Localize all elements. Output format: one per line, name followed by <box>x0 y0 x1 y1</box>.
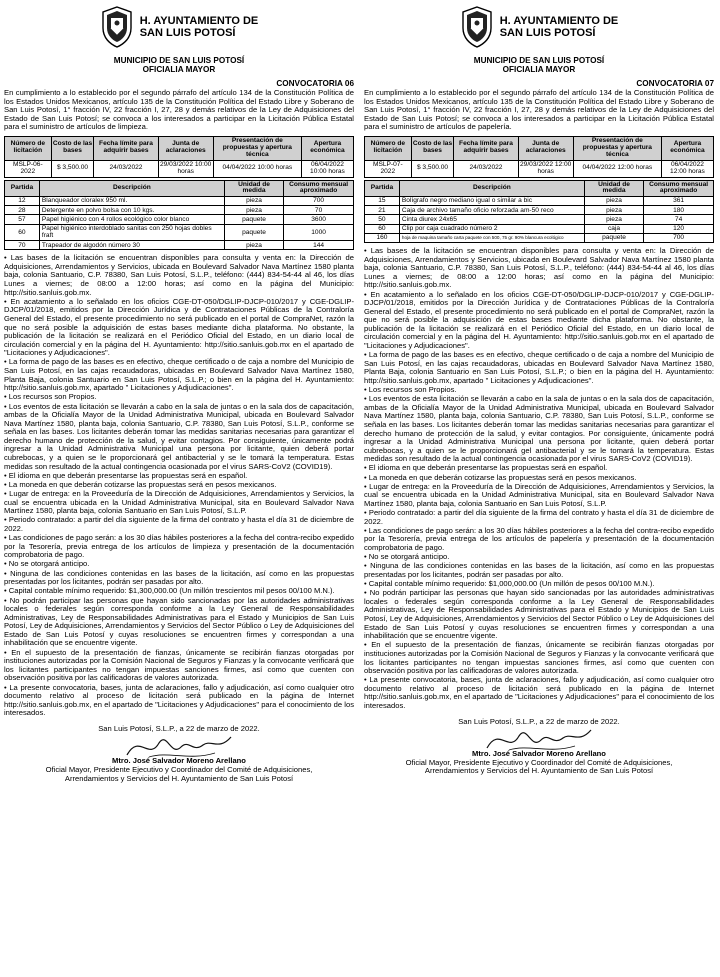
items-header: Partida <box>365 180 400 196</box>
signature-icon <box>479 720 599 758</box>
list-item: • Las condiciones de pago serán: a los 30 días hábiles posteriores a la fecha del contra-recibo expedido por la Tesorería, previa entrega de los artículos de papelería y presentación de la documentación comprobatoria de pago. <box>364 525 714 553</box>
item-consumption: 74 <box>644 215 714 224</box>
item-unit: pieza <box>584 215 643 224</box>
list-item: • La forma de pago de las bases es en efectivo, cheque certificado o de caja a nombre del Municipio de San Luis Potosí, en las cajas recaudadoras, ubicadas en Boulevard Salvador Nava Martínez 1580, Planta Baja, colonia Santuario en San Luis Potosí, S.L.P.; o bien en la página del H. Ayuntamiento: http://sitio.sanluis.gob.mx, apartado " Licitaciones y Adjudicaciones". <box>4 357 354 393</box>
table-row <box>365 196 714 205</box>
item-unit: paquete <box>224 215 283 224</box>
table-row <box>365 224 714 233</box>
list-item: • Periodo contratado: a partir del día siguiente de la firma del contrato y hasta el día 31 de diciembre de 2022. <box>364 508 714 526</box>
summary-cell: MSLP-07-2022 <box>365 160 412 177</box>
summary-header: Fecha límite para adquirir bases <box>94 137 158 161</box>
list-item: • Ninguna de las condiciones contenidas en las bases de la licitación, así como en las propuestas presentadas por los licitantes, podrán ser pasadas por alto. <box>4 568 354 587</box>
municipality: MUNICIPIO DE SAN LUIS POTOSÍ <box>113 56 245 65</box>
item-partida: 160 <box>365 233 400 242</box>
summary-header: Junta de aclaraciones <box>158 137 213 161</box>
place-date: San Luis Potosí, S.L.P., a 22 de marzo de 2022. <box>458 716 620 726</box>
item-consumption: 180 <box>644 206 714 215</box>
item-description: Cinta diurex 24x65 <box>399 215 584 224</box>
item-unit: pieza <box>224 241 283 250</box>
list-item: • En el supuesto de la presentación de fianzas, únicamente se recibirán fianzas otorgadas por instituciones autorizadas por la Comisión Nacional de Seguros y Fianzas y la convocante verificará que los licitantes participantes no tengan impuestas sanciones firmes, así como que cuenten con observación positiva por las calificadoras de valores autorizada. <box>364 640 714 676</box>
org-line1: H. AYUNTAMIENTO DE <box>139 14 259 27</box>
list-item: • Los recursos son Propios. <box>364 385 457 395</box>
item-unit: pieza <box>224 206 283 215</box>
summary-header: Número de licitación <box>365 137 412 161</box>
list-item: • Capital contable mínimo requerido: $1,300,000.00 (Un millón trescientos mil pesos 00/100 M.N.). <box>4 586 335 596</box>
signer-name: Mtro. José Salvador Moreno Arellano <box>472 749 606 759</box>
item-consumption: 700 <box>644 233 714 242</box>
convocatoria-column-07 <box>364 0 714 977</box>
office: OFICIALIA MAYOR <box>142 65 216 75</box>
item-consumption: 361 <box>644 196 714 205</box>
item-partida: 60 <box>5 224 40 241</box>
signature-icon <box>119 727 239 765</box>
table-row <box>5 224 354 241</box>
list-item: • En el supuesto de la presentación de fianzas, únicamente se recibirán fianzas otorgadas por instituciones autorizadas por la Comisión Nacional de Seguros y Fianzas y la convocante verificará que los licitantes participantes no tengan impuestas sanciones firmes, así como que cuenten con observación positiva por las calificadoras de valores autorizada. <box>4 647 354 683</box>
summary-header: Número de licitación <box>5 137 52 161</box>
list-item: • Ninguna de las condiciones contenidas en las bases de la licitación, así como en las propuestas presentadas por los licitantes, podrán ser pasadas por alto. <box>364 561 714 579</box>
summary-table <box>4 136 354 178</box>
org-line1: H. AYUNTAMIENTO DE <box>499 14 619 27</box>
item-consumption: 3600 <box>284 215 354 224</box>
summary-cell: 04/04/2022 10:00 horas <box>213 160 301 177</box>
item-description: Papel higiénico interdoblado sanitas con 250 hojas dobles fraft <box>39 224 224 241</box>
list-item: • Lugar de entrega: en la Proveeduría de la Dirección de Adquisiciones, Arrendamientos y Servicios, la cual se encuentra ubicada en la Unidad Administrativa Municipal, sita en Boulevard Salvador Nava Martínez 1580, planta baja, colonia Santuario en San Luis Potosí, S.L.P. <box>364 481 714 508</box>
signature-block <box>4 741 354 799</box>
item-description: Clip por caja cuadrado número 2 <box>399 224 584 233</box>
summary-table <box>364 136 714 178</box>
list-item: • No se otorgará anticipo. <box>4 559 90 569</box>
convocatoria-number: CONVOCATORIA 07 <box>636 78 714 88</box>
convocatoria-column-06 <box>4 0 354 977</box>
list-item: • Periodo contratado: a partir del día siguiente de la firma del contrato y hasta el día 31 de diciembre de 2022. <box>4 515 354 533</box>
org-line2: SAN LUIS POTOSÍ <box>499 27 596 39</box>
summary-header: Apertura económica <box>301 137 353 161</box>
summary-cell: 04/04/2022 12:00 horas <box>573 160 661 177</box>
item-consumption: 700 <box>284 196 354 205</box>
header <box>364 2 714 52</box>
list-item: • La moneda en que deberán cotizarse las propuestas será en pesos mexicanos. <box>364 472 637 482</box>
summary-row <box>5 160 354 177</box>
summary-cell: 29/03/2022 12:00 horas <box>518 160 573 177</box>
list-item: • Las condiciones de pago serán: a los 30 días hábiles posteriores a la fecha del contra-recibo expedido por la Tesorería, previa entrega de los artículos de limpieza y presentación de la documentación comprobatoria de pago. <box>4 533 354 560</box>
item-partida: 57 <box>5 215 40 224</box>
items-header: Unidad de medida <box>224 180 283 196</box>
summary-header: Fecha límite para adquirir bases <box>454 137 518 161</box>
conditions-list <box>4 254 354 718</box>
item-description: Papel higiénico con 4 rollos ecológico color blanco <box>39 215 224 224</box>
summary-header: Costo de las bases <box>51 137 94 161</box>
summary-header: Presentación de propuestas y apertura técnica <box>573 137 661 161</box>
municipality: MUNICIPIO DE SAN LUIS POTOSÍ <box>473 56 605 65</box>
table-row <box>5 206 354 215</box>
intro-paragraph: En cumplimiento a lo establecido por el segundo párrafo del artículo 134 de la Constitución Política de los Estados Unidos Mexicanos, artículo 135 de la Constitución Política del Estado Libre y Soberano de San Luis Potosí, 1° fracción IV, 22 fracción I, 27, 28 y demás relativos de la Ley de Adquisiciones del Estado de San Luis Potosí; se convoca a los interesados a participar en la Licitación Pública Estatal para el suministro de artículos de papelería. <box>364 88 714 132</box>
table-row <box>5 241 354 250</box>
item-unit: pieza <box>224 196 283 205</box>
item-description: Bolígrafo negro mediano igual o similar a bic <box>399 196 584 205</box>
list-item: • No podrán participar las personas que hayan sido sancionadas por las autoridades administrativas locales o federales según corresponda conforme a la Ley General de Responsabilidades Administrativas, Ley de Responsabilidades Administrativas para el Estado y Municipios de San Luis Potosí, Ley de Adquisiciones, Arrendamientos y Servicios del Sector Público o Ley de Adquisiciones del Estado de San Luis Potosí y cuyas resoluciones se encuentren firmes y correspondan a una inhabilitación que se encuentre vigente. <box>364 588 714 641</box>
table-row <box>365 233 714 242</box>
summary-header: Apertura económica <box>661 137 713 161</box>
list-item: • Las bases de la licitación se encuentran disponibles para consulta y venta en: la Dirección de Adquisiciones, Arrendamientos y Servicios, ubicada en Boulevard Salvador Nava Martínez 1580 planta baja, colonia Santuario, C.P. 78380, San Luis Potosí, S.L.P., teléfono: (444) 834-54-44 al 46, los días Lunes a viernes; de 08:00 a 12:00 horas; así como en la página del Municipio: http://sitio.sanluis.gob.mx. <box>4 253 354 297</box>
items-table <box>4 180 354 251</box>
summary-cell: 29/03/2022 10:00 horas <box>158 160 213 177</box>
items-header: Consumo mensual aproximado <box>284 180 354 196</box>
list-item: • La forma de pago de las bases es en efectivo, cheque certificado o de caja a nombre del Municipio de San Luis Potosí, en las cajas recaudadoras, ubicadas en Boulevard Salvador Nava Martínez 1580, Planta Baja, colonia Santuario en San Luis Potosí, S.L.P.; o bien en la página del H. Ayuntamiento: http://sitio.sanluis.gob.mx, apartado " Licitaciones y Adjudicaciones". <box>364 350 714 385</box>
summary-cell: $ 3,500.00 <box>411 160 454 177</box>
item-consumption: 1000 <box>284 224 354 241</box>
summary-cell: $ 3,500.00 <box>51 160 94 177</box>
item-unit: paquete <box>584 233 643 242</box>
signer-name: Mtro. José Salvador Moreno Arellano <box>112 756 246 766</box>
item-partida: 15 <box>365 196 400 205</box>
table-row <box>5 196 354 205</box>
items-header: Descripción <box>399 180 584 196</box>
signer-title: Arrendamientos y Servicios del H. Ayuntamiento de San Luis Potosí <box>64 773 294 783</box>
signer-title: Oficial Mayor, Presidente Ejecutivo y Coordinador del Comité de Adquisiciones, <box>45 765 313 774</box>
item-partida: 21 <box>365 206 400 215</box>
item-description: Caja de archivo tamaño oficio reforzada am-50 reco <box>399 206 584 215</box>
item-description: Detergente en polvo bolsa con 10 kgs. <box>39 206 224 215</box>
item-description: hoja de maquina tamaño carta paquete con 500, 75 gr. 90% blancura ecológico <box>399 233 584 242</box>
item-unit: pieza <box>584 206 643 215</box>
item-unit: paquete <box>224 224 283 241</box>
organization-name <box>140 15 259 40</box>
list-item: • Capital contable mínimo requerido: $1,000,000.00 (Un millón de pesos 00/100 M.N.). <box>364 579 655 589</box>
item-partida: 60 <box>365 224 400 233</box>
list-item: • La presente convocatoria, bases, junta de aclaraciones, fallo y adjudicación, así como cualquier otro documento relativo al proceso de licitación será publicado en la página de Internet http://sitio.sanluis.gob.mx, en el apartado de "Licitaciones y Adjudicaciones" para el conocimiento de los interesados. <box>4 682 354 718</box>
summary-cell: 24/03/2022 <box>94 160 158 177</box>
items-header: Descripción <box>39 180 224 196</box>
list-item: • Los eventos de esta licitación se llevarán a cabo en la sala de juntas o en la sala dos de capacitación, ambas de la Oficialía Mayor de la Unidad Administrativa Municipal, ubicada en Boulevard Salvador Nava Martínez 1580, planta baja, colonia Santuario, C.P. 78380, San Luis Potosí, S.L.P., conforme se señala en las bases. Los licitantes deberán tomar las medidas sanitarias necesarias para garantizar el derecho humano de protección de la salud, y evitar contagios. Por consiguiente, únicamente podrá ingresar a la Unidad Administrativa Municipal una persona por licitante, quien deberá portar cubrebocas, y a quien se le proporcionará gel antibacterial y se le tomará la temperatura. Estas medidas son resultado de la actual contingencia ocasionada por el virus SARS-CoV2 (COVID19). <box>4 401 354 471</box>
intro-paragraph: En cumplimiento a lo establecido por el segundo párrafo del artículo 134 de la Constitución Política de los Estados Unidos Mexicanos, artículo 135 de la Constitución Política del Estado Libre y Soberano de San Luis Potosí, 1° fracción IV, 22 fracción I, 27, 28 y demás relativos de la Ley de Adquisiciones del Estado de San Luis Potosí; se convoca a los interesados a participar en la Licitación Pública Estatal para el suministro de artículos de limpieza. <box>4 88 354 132</box>
summary-cell: MSLP-06-2022 <box>5 160 52 177</box>
items-header: Unidad de medida <box>584 180 643 196</box>
items-table <box>364 180 714 243</box>
list-item: • En acatamiento a lo señalado en los oficios CGE-DT-050/DGLIP-DJCP-010/2017 y CGE-DGLIP-DJCP/01/2018, emitidos por la Dirección Jurídica y de Contrataciones Públicas de la Contraloría General del Estado, el presente procedimiento no será publicado en el portal de CompraNet, razón la que no será posible la adquisición de estas bases mediante dicha plataforma. No obstante, la publicación de la licitación se realizará en el Periódico Oficial del Estado, en un diario local de circulación comercial y en la página del H. Ayuntamiento: http://sitio.sanluis.gob.mx en el apartado de "Licitaciones y Adjudicaciones". <box>4 296 354 358</box>
summary-header: Presentación de propuestas y apertura técnica <box>213 137 301 161</box>
items-header: Partida <box>5 180 40 196</box>
list-item: • Los recursos son Propios. <box>4 392 97 402</box>
organization-name <box>500 15 619 40</box>
item-unit: caja <box>584 224 643 233</box>
list-item: • La presente convocatoria, bases, junta de aclaraciones, fallo y adjudicación, así como cualquier otro documento relativo al proceso de licitación será publicado en la página de Internet http://sitio.sanluis.gob.mx, en el apartado de "Licitaciones y Adjudicaciones" para el conocimiento de los interesados. <box>364 675 714 711</box>
header <box>4 2 354 52</box>
coat-of-arms-icon <box>460 6 494 48</box>
item-description: Trapeador de algodón número 30 <box>39 241 224 250</box>
summary-row <box>365 160 714 177</box>
signature-block <box>364 734 714 792</box>
table-row <box>365 206 714 215</box>
list-item: • Los eventos de esta licitación se llevarán a cabo en la sala de juntas o en la sala dos de capacitación, ambas de la Oficialía Mayor de la Unidad Administrativa Municipal, ubicada en Boulevard Salvador Nava Martínez 1580, planta baja, colonia Santuario, C.P. 78380, San Luis Potosí, S.L.P., conforme se señala en las bases. Los licitantes deberán tomar las medidas sanitarias necesarias para garantizar el derecho humano de protección de la salud, y evitar contagios. Por consiguiente, únicamente podrá ingresar a la Unidad Administrativa Municipal una persona por licitante, quien deberá portar cubrebocas, y a quien se le proporcionará gel antibacterial y se le tomará la temperatura. Estas medidas son resultado de la actual contingencia ocasionada por el virus SARS-CoV2 (COVID19). <box>364 394 714 464</box>
list-item: • No se otorgará anticipo. <box>364 552 450 562</box>
item-partida: 12 <box>5 196 40 205</box>
signer-title: Oficial Mayor, Presidente Ejecutivo y Coordinador del Comité de Adquisiciones, <box>405 757 673 767</box>
municipality-heading <box>4 56 354 75</box>
item-partida: 50 <box>365 215 400 224</box>
items-header: Consumo mensual aproximado <box>644 180 714 196</box>
org-line2: SAN LUIS POTOSÍ <box>139 27 236 39</box>
list-item: • En acatamiento a lo señalado en los oficios CGE-DT-050/DGLIP-DJCP-010/2017 y CGE-DGLIP-DJCP/01/2018, emitidos por la Dirección Jurídica y de Contrataciones Públicas de la Contraloría General del Estado, el presente procedimiento no será publicado en el portal de CompraNet, razón la que no será posible la adquisición de estas bases mediante dicha plataforma. No obstante, la publicación de la licitación se realizará en el Periódico Oficial del Estado, en un diario local de circulación comercial y en la página del H. Ayuntamiento: http://sitio.sanluis.gob.mx en el apartado de "Licitaciones y Adjudicaciones". <box>364 289 714 350</box>
item-consumption: 120 <box>644 224 714 233</box>
item-description: Blanqueador cloralex 950 ml. <box>39 196 224 205</box>
item-unit: pieza <box>584 196 643 205</box>
summary-cell: 06/04/2022 12:00 horas <box>661 160 713 177</box>
list-item: • Lugar de entrega: en la Proveeduría de la Dirección de Adquisiciones, Arrendamientos y Servicios, la cual se encuentra ubicada en la Unidad Administrativa Municipal, sita en Boulevard Salvador Nava Martínez 1580, planta baja, colonia Santuario en San Luis Potosí, S.L.P. <box>4 489 354 516</box>
summary-header: Costo de las bases <box>411 137 454 161</box>
municipality-heading <box>364 56 714 75</box>
list-item: • El idioma en que deberán presentarse las propuestas será en español. <box>4 470 248 480</box>
list-item: • Las bases de la licitación se encuentran disponibles para consulta y venta en: la Dirección de Adquisiciones, Arrendamientos y Servicios, ubicada en Boulevard Salvador Nava Martínez 1580 planta baja, colonia Santuario, C.P. 78380, San Luis Potosí, S.L.P., teléfono: (444) 834-54-44 al 46, los días Lunes a viernes; de 08:00 a 12:00 horas; así como en la página del Municipio: http://sitio.sanluis.gob.mx. <box>364 246 714 290</box>
item-consumption: 144 <box>284 241 354 250</box>
conditions-list <box>364 247 714 711</box>
office: OFICIALIA MAYOR <box>502 65 576 75</box>
list-item: • No podrán participar las personas que hayan sido sancionadas por las autoridades administrativas locales o federales según corresponda conforme a la Ley General de Responsabilidades Administrativas, Ley de Responsabilidades Administrativas para el Estado y Municipios de San Luis Potosí, Ley de Adquisiciones, Arrendamientos y Servicios del Sector Público o Ley de Adquisiciones del Estado de San Luis Potosí y cuyas resoluciones se encuentren firmes y correspondan a una inhabilitación que se encuentre vigente. <box>4 595 354 648</box>
item-partida: 70 <box>5 241 40 250</box>
item-partida: 28 <box>5 206 40 215</box>
summary-cell: 06/04/2022 10:00 horas <box>301 160 353 177</box>
summary-header: Junta de aclaraciones <box>518 137 573 161</box>
item-consumption: 70 <box>284 206 354 215</box>
table-row <box>365 215 714 224</box>
signer-title: Arrendamientos y Servicios del H. Ayuntamiento de San Luis Potosí <box>424 766 654 776</box>
list-item: • La moneda en que deberán cotizarse las propuestas será en pesos mexicanos. <box>4 479 277 489</box>
summary-cell: 24/03/2022 <box>454 160 518 177</box>
convocatoria-number: CONVOCATORIA 06 <box>276 78 354 88</box>
place-date: San Luis Potosí, S.L.P., a 22 de marzo de 2022. <box>98 723 260 733</box>
table-row <box>5 215 354 224</box>
list-item: • El idioma en que deberán presentarse las propuestas será en español. <box>364 463 608 473</box>
coat-of-arms-icon <box>100 6 134 48</box>
